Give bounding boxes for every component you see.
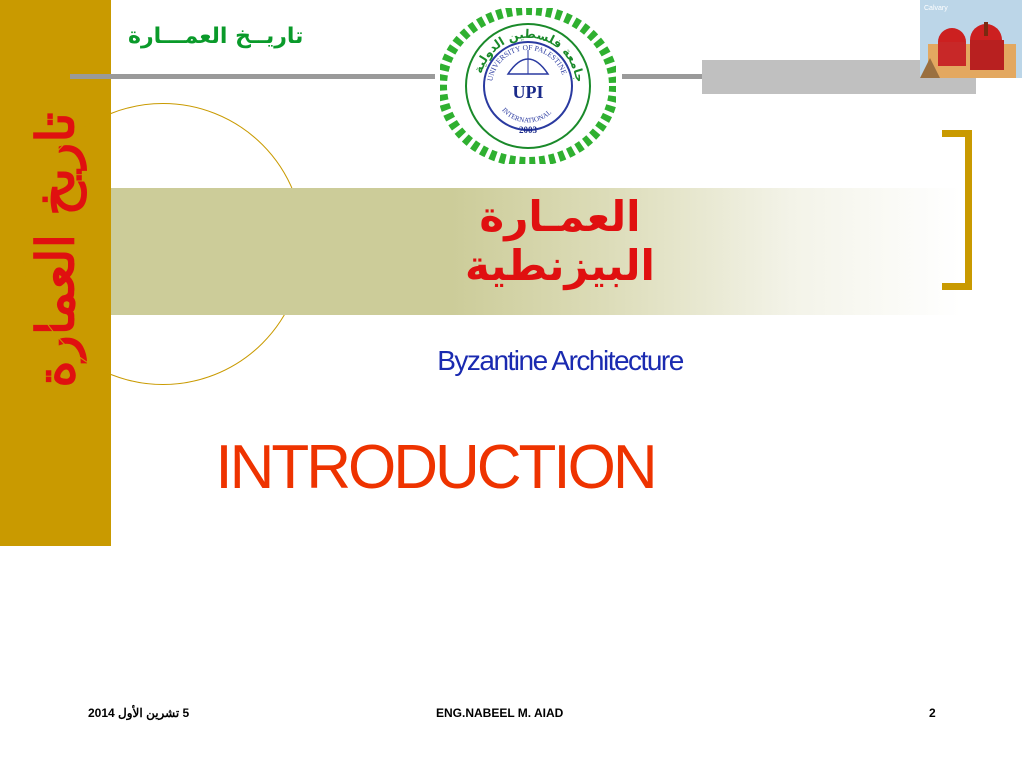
header-title: تاريــخ العمـــارة [128,24,304,49]
logo-arabic-ring: جامعة فلسطين الدولية [470,26,587,84]
main-title: العمـارة البيزنطية [465,192,655,290]
logo-lower-ring: INTERNATIONAL [500,106,554,125]
footer-date: 5 تشرين الأول 2014 [88,706,190,720]
decorative-bracket [942,130,972,290]
page-number: 2 [929,706,936,720]
footer-author: ENG.NABEEL M. AIAD [436,706,564,720]
vertical-title: تاريخ العمارة [25,112,87,388]
corner-caption: Calvary [924,5,948,12]
introduction-heading: INTRODUCTION [215,433,655,502]
logo-year: 2003 [519,125,537,135]
logo-english-ring: UNIVERSITY OF PALESTINE [485,42,569,82]
university-logo [440,8,616,164]
calvary-illustration [920,0,1022,78]
logo-center-text: UPI [512,82,544,102]
subtitle: Byzantine Architecture [437,345,683,376]
header-rule-left [70,74,435,79]
